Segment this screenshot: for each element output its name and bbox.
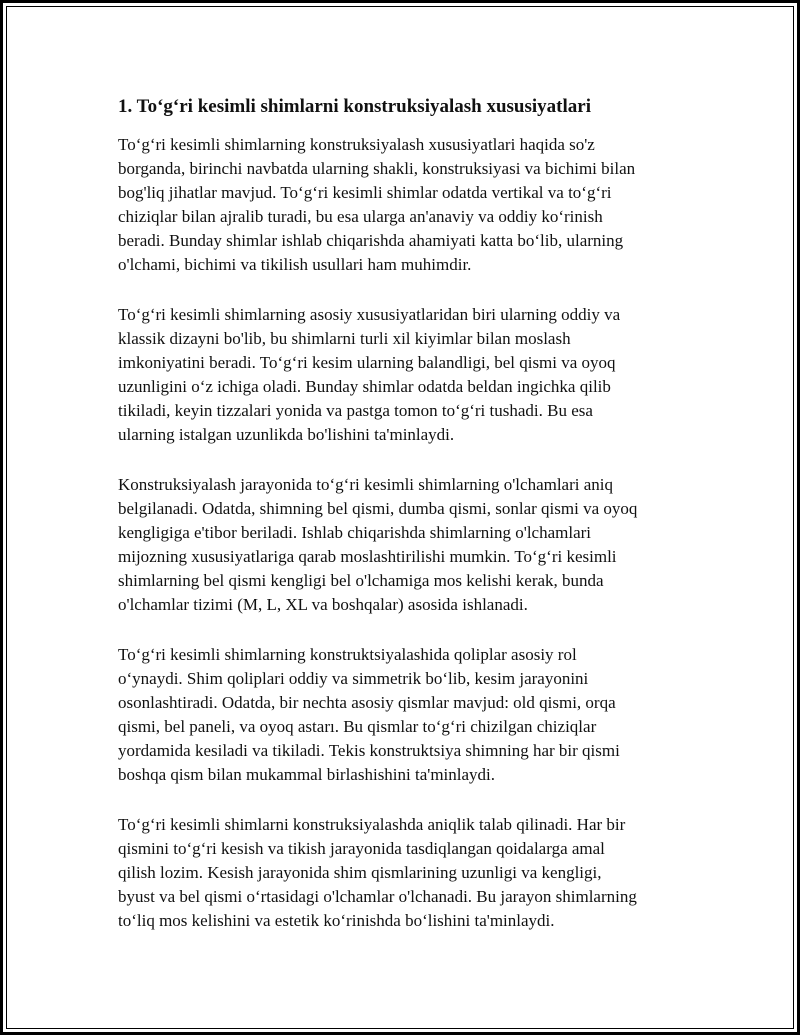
text-line: To‘g‘ri kesimli shimlarning konstruktsiyalashida qoliplar asosiy rol bbox=[118, 645, 577, 664]
paragraph-2 bbox=[118, 303, 718, 447]
paragraph-5 bbox=[118, 813, 718, 933]
text-line: o'lchamlar tizimi (M, L, XL va boshqalar) asosida ishlanadi. bbox=[118, 595, 528, 614]
text-line: o‘ynaydi. Shim qoliplari oddiy va simmetrik bo‘lib, kesim jarayonini bbox=[118, 669, 589, 688]
text-line: chiziqlar bilan ajralib turadi, bu esa ularga an'anaviy va oddiy ko‘rinish bbox=[118, 207, 603, 226]
text-line: uzunligini o‘z ichiga oladi. Bunday shimlar odatda beldan ingichka qilib bbox=[118, 377, 611, 396]
paragraph-1 bbox=[118, 133, 718, 277]
text-line: To‘g‘ri kesimli shimlarning asosiy xususiyatlaridan biri ularning oddiy va bbox=[118, 305, 621, 324]
text-line: o'lchami, bichimi va tikilish usullari ham muhimdir. bbox=[118, 255, 472, 274]
paragraph-4 bbox=[118, 643, 718, 787]
document-body bbox=[118, 94, 718, 959]
text-line: bog'liq jihatlar mavjud. To‘g‘ri kesimli shimlar odatda vertikal va to‘g‘ri bbox=[118, 183, 612, 202]
text-line: to‘liq mos kelishini va estetik ko‘rinishda bo‘lishini ta'minlaydi. bbox=[118, 911, 555, 930]
text-line: imkoniyatini beradi. To‘g‘ri kesim ularning balandligi, bel qismi va oyoq bbox=[118, 353, 616, 372]
text-line: mijozning xususiyatlariga qarab moslashtirilishi mumkin. To‘g‘ri kesimli bbox=[118, 547, 617, 566]
text-line: osonlashtiradi. Odatda, bir nechta asosiy qismlar mavjud: old qismi, orqa bbox=[118, 693, 616, 712]
text-line: ularning istalgan uzunlikda bo'lishini ta'minlaydi. bbox=[118, 425, 455, 444]
text-line: shimlarning bel qismi kengligi bel o'lchamiga mos kelishi kerak, bunda bbox=[118, 571, 604, 590]
text-line: qismi, bel paneli, va oyoq astarı. Bu qismlar to‘g‘ri chizilgan chiziqlar bbox=[118, 717, 597, 736]
text-line: To‘g‘ri kesimli shimlarni konstruksiyalashda aniqlik talab qilinadi. Har bir bbox=[118, 815, 626, 834]
text-line: tikiladi, keyin tizzalari yonida va pastga tomon to‘g‘ri tushadi. Bu esa bbox=[118, 401, 593, 420]
text-line: qismini to‘g‘ri kesish va tikish jarayonida tasdiqlangan qoidalarga amal bbox=[118, 839, 605, 858]
text-line: To‘g‘ri kesimli shimlarning konstruksiyalash xususiyatlari haqida so'z bbox=[118, 135, 595, 154]
text-line: qilish lozim. Kesish jarayonida shim qismlarining uzunligi va kengligi, bbox=[118, 863, 602, 882]
text-line: kengligiga e'tibor beriladi. Ishlab chiqarishda shimlarning o'lchamlari bbox=[118, 523, 592, 542]
section-title: 1. To‘g‘ri kesimli shimlarni konstruksiyalash xususiyatlari bbox=[118, 96, 591, 117]
paragraph-3 bbox=[118, 473, 718, 617]
text-line: boshqa qism bilan mukammal birlashishini ta'minlaydi. bbox=[118, 765, 496, 784]
text-line: yordamida kesiladi va tikiladi. Tekis konstruktsiya shimning har bir qismi bbox=[118, 741, 620, 760]
text-line: klassik dizayni bo'lib, bu shimlarni turli xil kiyimlar bilan moslash bbox=[118, 329, 571, 348]
text-line: borganda, birinchi navbatda ularning shakli, konstruksiyasi va bichimi bilan bbox=[118, 159, 636, 178]
text-line: byust va bel qismi o‘rtasidagi o'lchamlar o'lchanadi. Bu jarayon shimlarning bbox=[118, 887, 637, 906]
text-line: beradi. Bunday shimlar ishlab chiqarishda ahamiyati katta bo‘lib, ularning bbox=[118, 231, 624, 250]
text-line: Konstruksiyalash jarayonida to‘g‘ri kesimli shimlarning o'lchamlari aniq bbox=[118, 475, 614, 494]
text-line: belgilanadi. Odatda, shimning bel qismi, dumba qismi, sonlar qismi va oyoq bbox=[118, 499, 638, 518]
